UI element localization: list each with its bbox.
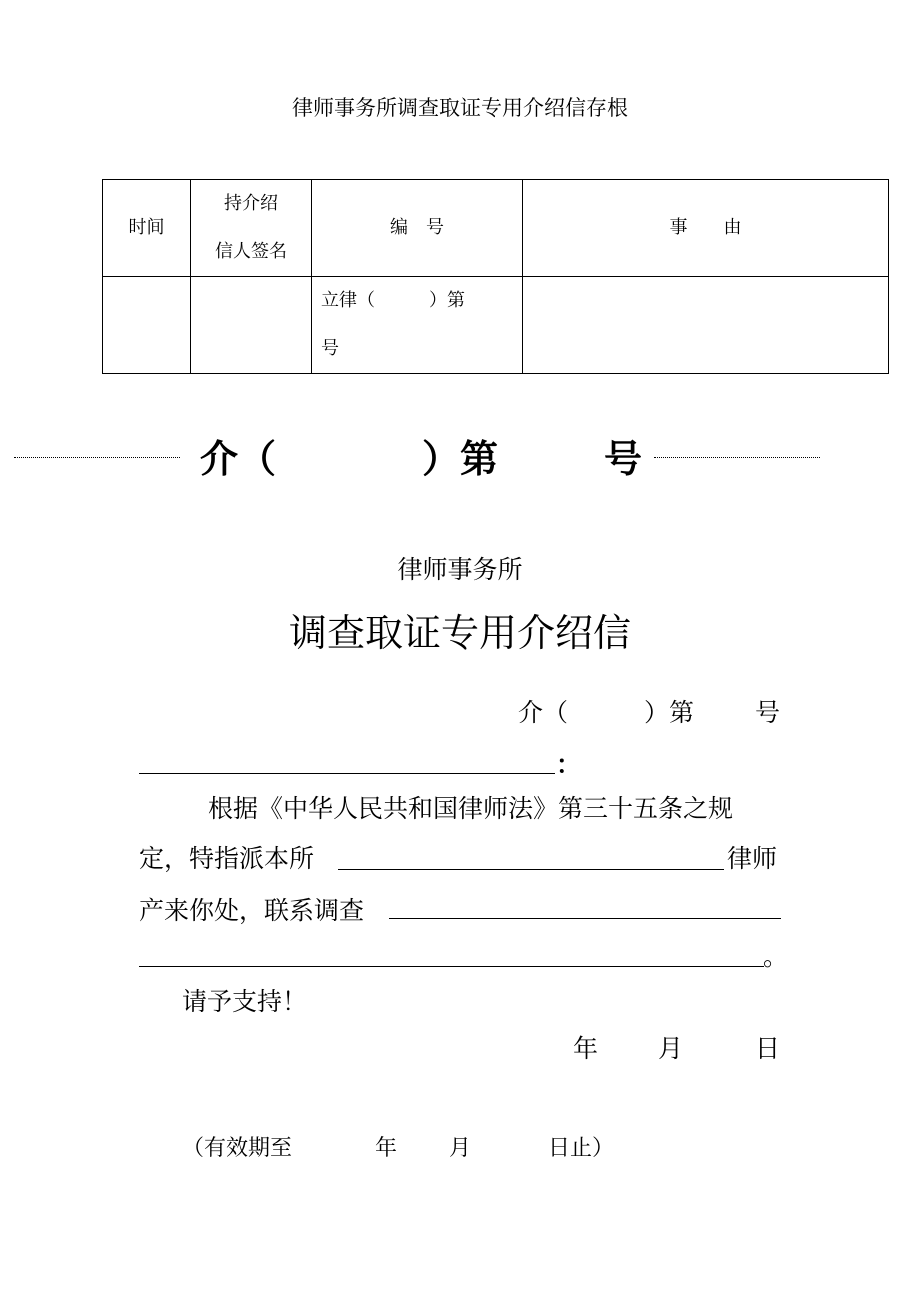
cut-ref-suffix: 号 [604, 437, 643, 481]
date-year: 年 [573, 1034, 599, 1063]
validity-month: 月 [449, 1136, 472, 1161]
recipient-colon: ： [556, 750, 582, 779]
cut-line-left [14, 457, 180, 458]
recipient-blank[interactable] [139, 773, 555, 774]
cut-ref-prefix: 介（ [200, 437, 277, 481]
letter-ref-prefix: 介（ [518, 698, 569, 727]
para-line-2-end: 律师 [727, 844, 778, 873]
stub-data-row [103, 277, 889, 374]
header-holder-line2: 信人签名 [215, 241, 287, 262]
header-holder-signature [191, 180, 312, 277]
cell-time[interactable] [103, 277, 191, 374]
validity-year: 年 [375, 1136, 398, 1161]
cell-holder-signature[interactable] [191, 277, 312, 374]
letter-ref-middle: ）第 [644, 698, 695, 727]
investigation-blank-2[interactable] [139, 966, 764, 967]
para-line-2-start: 定，特指派本所 [139, 844, 315, 873]
cell-number[interactable] [312, 277, 523, 374]
para-line-3: 产来你处，联系调查 [139, 896, 365, 925]
header-reason: 事 由 [523, 180, 889, 277]
stub-title: 律师事务所调查取证专用介绍信存根 [292, 96, 628, 120]
cut-ref-middle: ）第 [422, 437, 499, 481]
validity-day: 日止） [548, 1136, 615, 1161]
cell-number-line2: 号 [321, 338, 339, 359]
letter-firm: 律师事务所 [397, 555, 523, 584]
letter-title: 调查取证专用介绍信 [288, 611, 631, 655]
cell-number-line1: 立律（ ）第 [321, 290, 465, 311]
cut-line-right [654, 457, 820, 458]
investigation-blank-1[interactable] [389, 918, 781, 919]
header-time: 时间 [103, 180, 191, 277]
stub-header-row [103, 180, 889, 277]
lawyer-name-blank[interactable] [338, 869, 724, 870]
header-holder-line1: 持介绍 [224, 193, 278, 214]
para-line-4-period: 。 [763, 942, 789, 971]
header-number: 编 号 [312, 180, 523, 277]
date-day: 日 [755, 1034, 781, 1063]
cell-reason[interactable] [523, 277, 889, 374]
letter-ref-suffix: 号 [755, 698, 781, 727]
stub-table [102, 179, 889, 374]
para-line-1: 根据《中华人民共和国律师法》第三十五条之规 [208, 794, 734, 823]
closing-request: 请予支持！ [182, 987, 308, 1016]
validity-open: （有效期至 [182, 1136, 293, 1161]
date-month: 月 [658, 1034, 684, 1063]
